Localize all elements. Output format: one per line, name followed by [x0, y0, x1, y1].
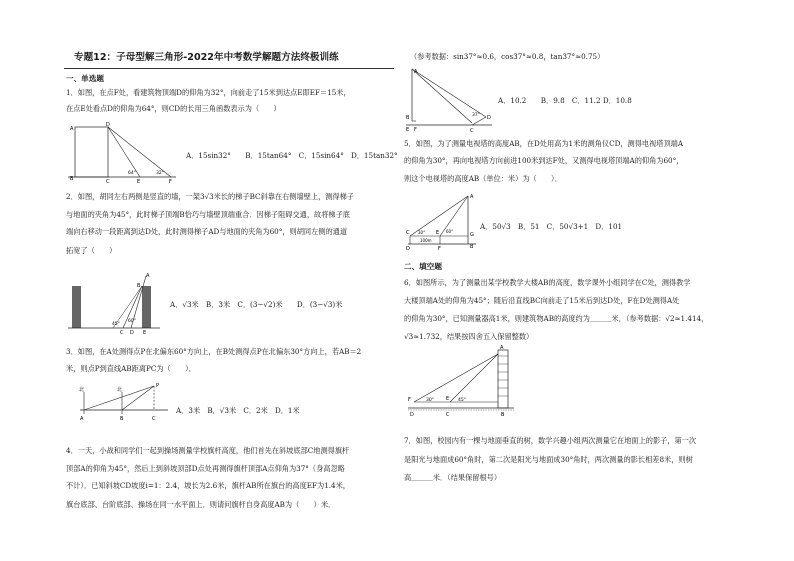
svg-text:30°: 30°	[418, 230, 426, 235]
svg-text:B: B	[120, 416, 124, 422]
svg-text:A: A	[500, 345, 504, 351]
q2-line3: 端向右移动一段距离到达D处，此时测得梯子AD与地面的夹角为60°，则胡同左侧的通道	[66, 227, 348, 236]
q5-figure	[406, 190, 478, 252]
q2-options: A．√3米 B．3米 C．(3−√2)米 D．(3−√3)米	[170, 300, 343, 309]
svg-text:E: E	[436, 230, 440, 236]
svg-text:B: B	[470, 244, 474, 250]
q6-line2: 大楼顶端A处的仰角为45°；随后沿直线BC向前走了15米后到达D处，F在D处测得A处	[404, 296, 680, 305]
svg-text:A: A	[80, 416, 84, 422]
svg-text:37°: 37°	[472, 113, 480, 118]
svg-text:32°: 32°	[156, 171, 164, 176]
svg-text:C: C	[120, 330, 124, 336]
svg-text:45°: 45°	[458, 398, 466, 403]
q5-line3: 则这个电视塔的高度AB（单位：米）为（ ）．	[404, 174, 562, 183]
svg-text:45°: 45°	[112, 322, 120, 327]
q7-line3: 高＿＿＿米．（结果保留根号）	[404, 473, 502, 482]
svg-text:C: C	[106, 179, 110, 185]
svg-text:B: B	[70, 176, 74, 182]
svg-text:北: 北	[117, 387, 123, 393]
q2-figure	[68, 272, 164, 334]
q1-figure	[68, 122, 178, 185]
q7-line1: 7．如图，校园内有一棵与地面垂直的树，数学兴趣小组两次测量它在地面上的影子，第一次	[404, 436, 697, 445]
q2-line1: 2．如图，胡同左右两侧是竖直的墙，一架3√3米长的梯子BC斜靠在右侧墙壁上，测得梯子	[66, 192, 354, 201]
svg-text:北: 北	[79, 387, 85, 393]
svg-text:E: E	[143, 330, 147, 336]
svg-text:B: B	[406, 115, 410, 121]
q4-options: A．10.2 B．9.8 C．11.2 D．10.8	[498, 96, 632, 105]
svg-text:F: F	[438, 246, 441, 252]
q4-line4: 旗台底部、台阶底部、操场在同一水平面上．则请问旗杆自身高度AB为（ ）米．	[66, 500, 336, 509]
svg-text:G: G	[470, 232, 474, 238]
svg-text:A: A	[414, 69, 418, 75]
svg-text:A: A	[70, 126, 74, 132]
q6-figure	[406, 346, 516, 418]
title-rule	[64, 68, 394, 69]
svg-text:D: D	[130, 330, 134, 336]
q2-line4: 拓宽了（ ）	[66, 246, 117, 255]
q1-line2: 在点E处看点D的仰角为64°，则CD的长用三角函数表示为（ ）	[66, 104, 281, 113]
svg-text:E: E	[137, 179, 141, 185]
page-title: 专题12：子母型解三角形-2022年中考数学解题方法终极训练	[74, 52, 339, 63]
q3-figure	[70, 380, 170, 432]
svg-text:B: B	[137, 283, 141, 289]
q4-reference-data: （参考数据：sin37°≈0.6，cos37°≈0.8，tan37°≈0.75）	[410, 52, 605, 61]
svg-text:C: C	[446, 412, 450, 418]
svg-text:P: P	[156, 383, 160, 389]
svg-text:D: D	[106, 122, 110, 128]
q6-line3: 的仰角为30°，已知测量器高1米，则建筑物AB的高度约为＿＿＿米．（参考数据：√2≈1.414，	[404, 314, 709, 323]
q3-line2: 米，则点P到直线AB距离PC为（ ）．	[66, 364, 196, 373]
svg-text:60°: 60°	[128, 319, 136, 324]
svg-text:D: D	[410, 412, 414, 418]
q4-line3: 不计）．已知斜坡CD坡度i=1：2.4，坡长为2.6米，旗杆AB所在旗台的高度EF为1.4米，	[66, 481, 350, 490]
q3-options: A．3米 B．√3米 C．2米 D．1米	[176, 406, 300, 415]
svg-text:F: F	[169, 179, 172, 185]
q4-figure	[402, 65, 494, 135]
svg-text:C: C	[406, 230, 410, 236]
svg-text:F: F	[414, 127, 417, 133]
svg-text:64°: 64°	[128, 171, 136, 176]
svg-text:C: C	[152, 416, 156, 422]
svg-text:30°: 30°	[426, 398, 434, 403]
q2-line2: 与地面的夹角为45°，此时梯子顶端B恰巧与墙壁顶端重合．因梯子阻碍交通，故将梯子底	[66, 210, 350, 219]
svg-text:F: F	[408, 397, 411, 403]
q1-line1: 1．如图，在点F处，看建筑物顶端D的仰角为32°，向前走了15米到达点E即EF＝15米，	[66, 88, 351, 97]
svg-text:C: C	[470, 128, 474, 134]
svg-text:E: E	[446, 396, 450, 402]
section-fill-in: 二、填空题	[404, 262, 442, 271]
q5-line1: 5．如图，为了测量电视塔的高度AB，在D处用高为1米的测角仪CD，测得电视塔顶端A	[404, 139, 684, 148]
q1-options: A．15sin32° B．15tan64° C．15sin64° D．15tan32°	[186, 151, 398, 160]
q6-line4: √3≈1.732，结果按四舍五入保留整数）	[404, 332, 534, 341]
svg-text:E: E	[406, 127, 410, 133]
svg-text:D: D	[487, 115, 491, 121]
q6-line1: 6．如图所示，为了测量出某学校教学大楼AB的高度，数学课外小组同学在C处，测得教学	[404, 278, 691, 287]
svg-text:A: A	[146, 273, 150, 279]
svg-text:100m: 100m	[420, 238, 432, 243]
q4-line2: 顶部A的仰角为45°，然后上到斜坡顶部D点处再测得旗杆顶部A点仰角为37°（身高忽略	[66, 464, 345, 473]
q3-line1: 3．如图，在A处测得点P在北偏东60°方向上，在B处测得点P在北偏东30°方向上，若AB＝2	[66, 347, 362, 356]
svg-text:B: B	[501, 412, 505, 418]
q5-options: A．50√3 B．51 C．50√3+1 D．101	[480, 222, 623, 231]
section-single-choice: 一、单选题	[66, 74, 104, 83]
svg-text:60°: 60°	[446, 229, 454, 234]
q7-line2: 是阳光与地面成60°角时，第二次是阳光与地面成30°角时，两次测量的影长相差8米，则树	[404, 455, 693, 464]
svg-text:D: D	[406, 246, 410, 252]
q4-line1: 4．一天，小战和同学们一起到操场测量学校旗杆高度，他们首先在斜坡底部C地测得旗杆	[66, 446, 350, 455]
svg-text:A: A	[470, 194, 474, 200]
q5-line2: 的仰角为30°，再向电视塔方向前进100米到达F处，又测得电视塔顶端A的仰角为60°，	[404, 156, 684, 165]
